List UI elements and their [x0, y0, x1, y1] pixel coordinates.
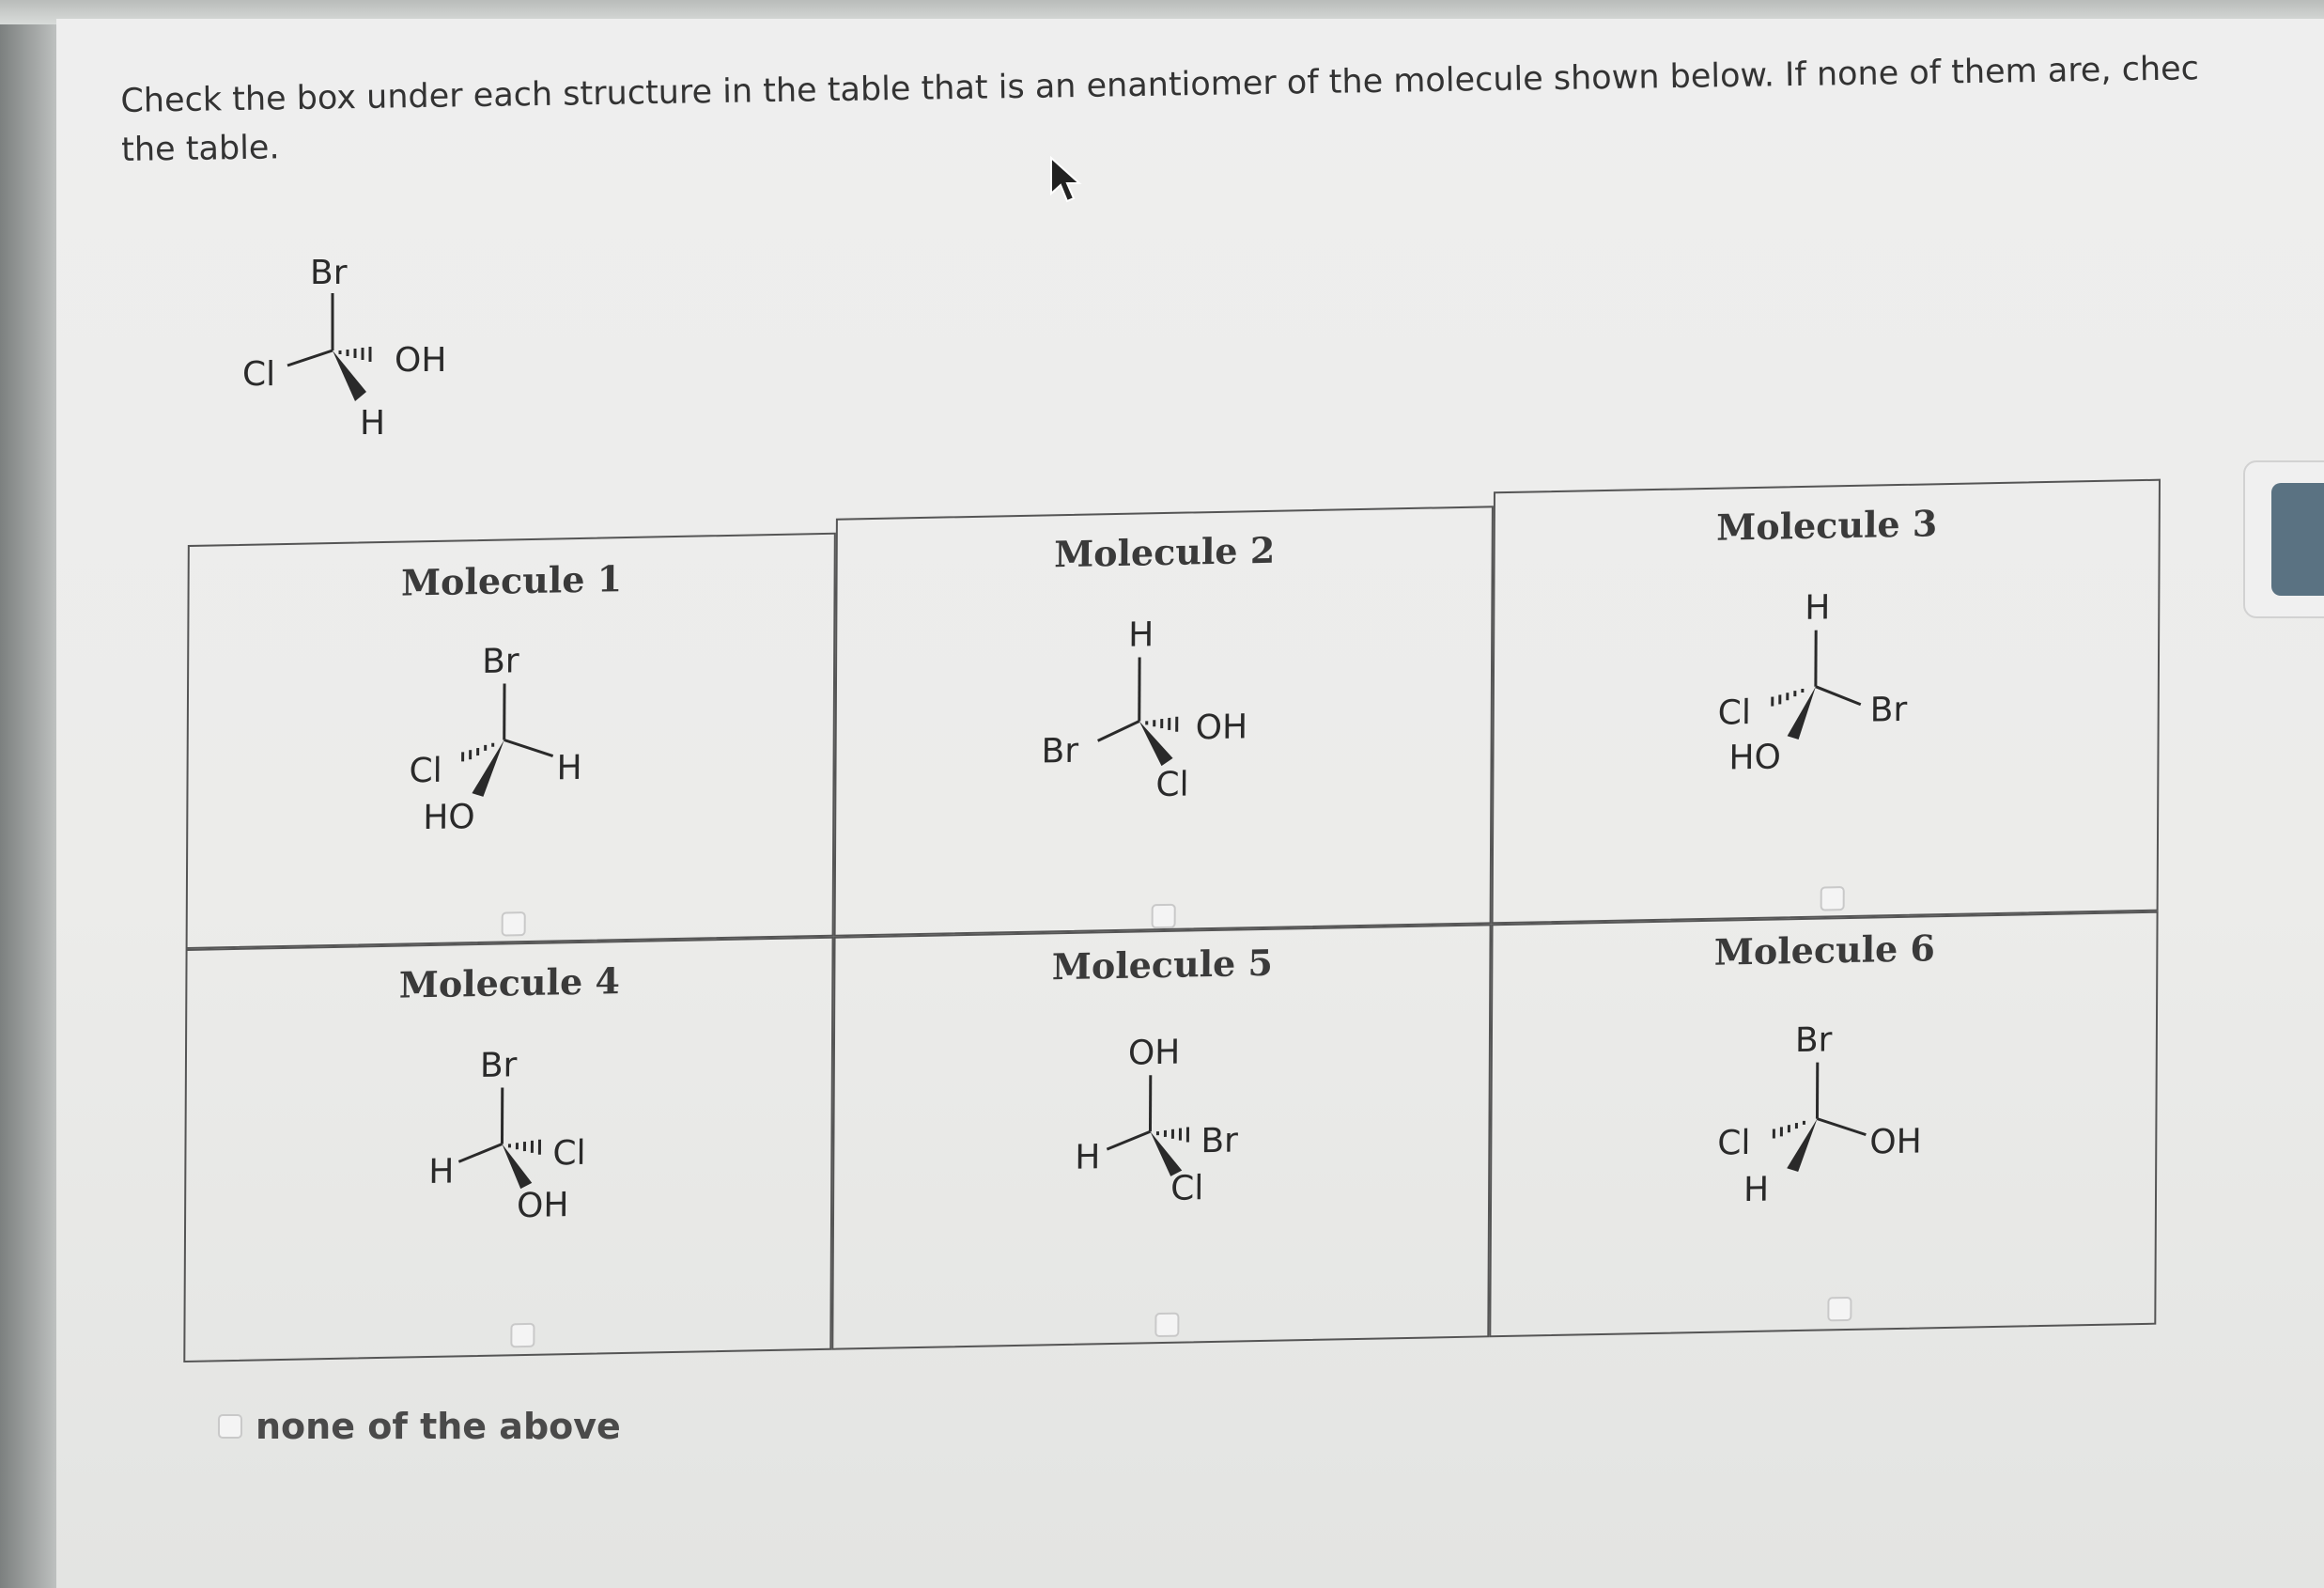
wedge-substituent: Cl: [1170, 1169, 1204, 1208]
question-line-2: the table.: [120, 129, 280, 169]
side-panel-button[interactable]: [2243, 460, 2324, 618]
wedge-substituent: OH: [517, 1186, 569, 1226]
top-substituent: Br: [1794, 1020, 1833, 1061]
molecule-structure: [1050, 1023, 1295, 1235]
ref-top-substituent: Br: [310, 254, 348, 292]
molecule-title: Molecule 5: [1051, 941, 1274, 989]
molecule-table: [183, 479, 2161, 1353]
top-substituent: Br: [482, 642, 519, 681]
right-substituent: Br: [1869, 690, 1908, 730]
molecule-1-checkbox[interactable]: [502, 911, 526, 936]
molecule-title: Molecule 2: [1054, 528, 1276, 576]
molecule-structure: [395, 632, 640, 844]
molecule-cell-3: [1492, 479, 2161, 925]
wedge-substituent: H: [1743, 1170, 1770, 1210]
hash-substituent: Cl: [409, 751, 442, 791]
hash-substituent: Cl: [1717, 693, 1751, 733]
molecule-structure: [393, 1036, 638, 1248]
molecule-title: Molecule 4: [398, 959, 621, 1006]
top-substituent: H: [1128, 615, 1154, 655]
left-substituent: Br: [1041, 731, 1079, 771]
wedge-substituent: HO: [1728, 738, 1781, 778]
left-substituent: H: [1075, 1138, 1101, 1177]
question-line-1: Check the box under each structure in the table that is an enantiomer of the molecule shown below. If none of them are, chec: [120, 50, 2200, 120]
molecule-structure: [1710, 579, 1955, 790]
molecule-title: Molecule 1: [400, 557, 623, 604]
ref-wedge-substituent: H: [360, 404, 386, 443]
molecule-3-checkbox[interactable]: [1820, 886, 1845, 911]
molecule-title: Molecule 6: [1713, 926, 1936, 973]
pointer-cursor-icon: [1047, 156, 1085, 209]
hash-substituent: Cl: [552, 1133, 586, 1174]
right-substituent: H: [556, 748, 582, 788]
molecule-cell-6: [1489, 911, 2158, 1338]
top-substituent: H: [1805, 588, 1831, 628]
top-substituent: Br: [479, 1046, 518, 1085]
wedge-substituent: Cl: [1155, 765, 1189, 805]
molecule-title: Molecule 3: [1716, 502, 1938, 549]
hash-substituent: Cl: [1717, 1123, 1751, 1163]
reference-molecule: [235, 240, 479, 456]
ref-left-substituent: Cl: [242, 355, 276, 394]
none-of-the-above-option[interactable]: [218, 1406, 621, 1447]
molecule-structure: [1033, 605, 1297, 817]
molecule-cell-2: [834, 506, 1494, 936]
molecule-6-checkbox[interactable]: [1827, 1297, 1851, 1321]
ref-hash-substituent: OH: [395, 341, 447, 380]
molecule-cell-1: [186, 533, 836, 949]
none-of-the-above-checkbox[interactable]: [218, 1414, 242, 1439]
wedge-substituent: HO: [423, 798, 475, 838]
hash-substituent: OH: [1195, 708, 1248, 748]
molecule-structure: [1708, 1011, 1953, 1222]
none-of-the-above-label: none of the above: [256, 1406, 621, 1447]
hash-substituent: Br: [1201, 1121, 1239, 1161]
molecule-4-checkbox[interactable]: [510, 1323, 535, 1347]
left-substituent: H: [428, 1152, 455, 1192]
molecule-cell-4: [183, 937, 833, 1362]
right-substituent: OH: [1869, 1122, 1922, 1162]
molecule-cell-5: [831, 924, 1491, 1349]
molecule-5-checkbox[interactable]: [1154, 1313, 1179, 1337]
side-panel-button-fill: [2271, 483, 2324, 596]
molecule-2-checkbox[interactable]: [1152, 904, 1176, 928]
top-substituent: OH: [1127, 1033, 1181, 1073]
